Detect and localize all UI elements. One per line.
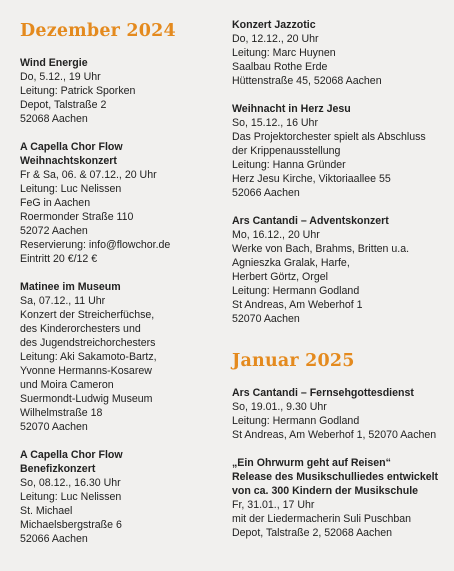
month-heading-january: Januar 2025 bbox=[232, 351, 355, 371]
event-detail: FeG in Aachen bbox=[20, 197, 91, 209]
left-column bbox=[20, 0, 208, 546]
event-detail: Roermonder Straße 110 bbox=[20, 211, 134, 223]
event-weihnacht-herz-jesu bbox=[232, 102, 450, 200]
event-detail: Leitung: Patrick Sporken bbox=[20, 85, 136, 97]
event-title: Weihnacht in Herz Jesu bbox=[232, 103, 351, 115]
event-title: A Capella Chor Flow bbox=[20, 449, 123, 461]
event-wind-energie bbox=[20, 56, 208, 126]
event-ars-cantandi-advent bbox=[232, 214, 450, 326]
event-flow-benefizkonzert bbox=[20, 448, 208, 546]
event-detail: 52070 Aachen bbox=[232, 313, 300, 325]
event-detail: St Andreas, Am Weberhof 1, 52070 Aachen bbox=[232, 429, 437, 441]
event-ohrwurm bbox=[232, 456, 450, 540]
event-detail: 52066 Aachen bbox=[232, 187, 300, 199]
event-detail: 52070 Aachen bbox=[20, 421, 88, 433]
event-flow-weihnachtskonzert bbox=[20, 140, 208, 266]
event-detail: St. Michael bbox=[20, 505, 73, 517]
event-detail: Leitung: Hanna Gründer bbox=[232, 159, 346, 171]
event-detail: Agnieszka Gralak, Harfe, bbox=[232, 257, 350, 269]
event-detail: 52066 Aachen bbox=[20, 533, 88, 545]
event-matinee-museum bbox=[20, 280, 208, 434]
event-date: So, 19.01., 9.30 Uhr bbox=[232, 401, 327, 413]
event-date: So, 08.12., 16.30 Uhr bbox=[20, 477, 121, 489]
event-date: Fr, 31.01., 17 Uhr bbox=[232, 499, 315, 511]
event-title: Matinee im Museum bbox=[20, 281, 121, 293]
event-title: Benefizkonzert bbox=[20, 463, 96, 475]
event-title: Konzert Jazzotic bbox=[232, 19, 316, 31]
event-detail: der Krippenausstellung bbox=[232, 145, 341, 157]
event-konzert-jazzotic bbox=[232, 18, 450, 88]
event-price: Eintritt 20 €/12 € bbox=[20, 253, 98, 265]
event-date: Sa, 07.12., 11 Uhr bbox=[20, 295, 106, 307]
event-detail: St Andreas, Am Weberhof 1 bbox=[232, 299, 363, 311]
event-detail: Michaelsbergstraße 6 bbox=[20, 519, 122, 531]
event-detail: des Jugendstreichorchesters bbox=[20, 337, 156, 349]
event-detail: Hüttenstraße 45, 52068 Aachen bbox=[232, 75, 382, 87]
event-date: Mo, 16.12., 20 Uhr bbox=[232, 229, 320, 241]
event-date: So, 15.12., 16 Uhr bbox=[232, 117, 318, 129]
event-detail: Herz Jesu Kirche, Viktoriaallee 55 bbox=[232, 173, 391, 185]
event-title: Release des Musikschulliedes entwickelt bbox=[232, 471, 439, 483]
event-title: „Ein Ohrwurm geht auf Reisen“ bbox=[232, 457, 391, 469]
event-title: Ars Cantandi – Fernsehgottesdienst bbox=[232, 387, 414, 399]
event-date: Fr & Sa, 06. & 07.12., 20 Uhr bbox=[20, 169, 157, 181]
event-detail: 52068 Aachen bbox=[20, 113, 88, 125]
event-title: von ca. 300 Kindern der Musikschule bbox=[232, 485, 419, 497]
event-title: Wind Energie bbox=[20, 57, 88, 69]
event-detail: Leitung: Luc Nelissen bbox=[20, 183, 122, 195]
event-detail: Wilhelmstraße 18 bbox=[20, 407, 103, 419]
event-detail: Das Projektorchester spielt als Abschluss bbox=[232, 131, 426, 143]
event-detail: Leitung: Hermann Godland bbox=[232, 285, 360, 297]
event-detail: des Kinderorchesters und bbox=[20, 323, 141, 335]
event-detail: Konzert der Streicherfüchse, bbox=[20, 309, 155, 321]
event-detail: Herbert Görtz, Orgel bbox=[232, 271, 328, 283]
event-detail: Yvonne Hermanns-Kosarew bbox=[20, 365, 152, 377]
event-date: Do, 5.12., 19 Uhr bbox=[20, 71, 101, 83]
right-column bbox=[232, 0, 450, 540]
event-detail: Saalbau Rothe Erde bbox=[232, 61, 328, 73]
event-detail: mit der Liedermacherin Suli Puschban bbox=[232, 513, 412, 525]
event-detail: Leitung: Marc Huynen bbox=[232, 47, 336, 59]
event-title: Weihnachtskonzert bbox=[20, 155, 117, 167]
event-detail: 52072 Aachen bbox=[20, 225, 88, 237]
month-heading-december: Dezember 2024 bbox=[20, 21, 176, 41]
event-detail: Leitung: Aki Sakamoto-Bartz, bbox=[20, 351, 157, 363]
event-detail: Leitung: Luc Nelissen bbox=[20, 491, 122, 503]
event-detail: und Moira Cameron bbox=[20, 379, 114, 391]
event-detail: Depot, Talstraße 2, 52068 Aachen bbox=[232, 527, 392, 539]
event-title: Ars Cantandi – Adventskonzert bbox=[232, 215, 389, 227]
event-detail: Depot, Talstraße 2 bbox=[20, 99, 107, 111]
event-date: Do, 12.12., 20 Uhr bbox=[232, 33, 319, 45]
event-detail: Suermondt-Ludwig Museum bbox=[20, 393, 153, 405]
event-ars-cantandi-fernsehgottesdienst bbox=[232, 386, 450, 442]
event-detail: Leitung: Hermann Godland bbox=[232, 415, 360, 427]
event-detail: Werke von Bach, Brahms, Britten u.a. bbox=[232, 243, 410, 255]
event-reservation: Reservierung: info@flowchor.de bbox=[20, 239, 171, 251]
event-title: A Capella Chor Flow bbox=[20, 141, 123, 153]
